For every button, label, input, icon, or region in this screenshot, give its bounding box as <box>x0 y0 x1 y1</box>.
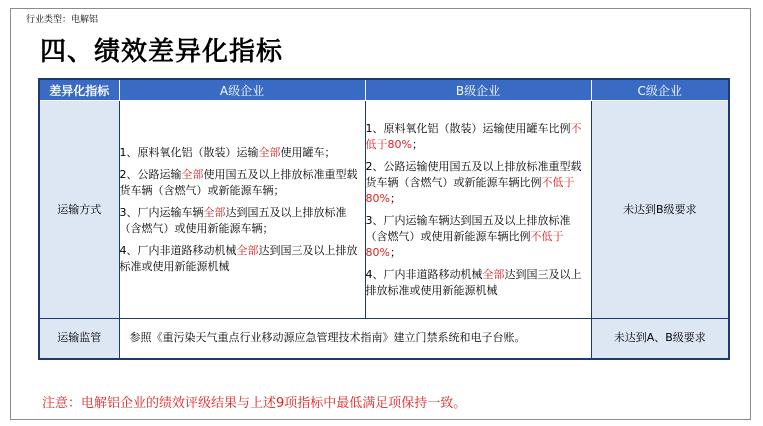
column-header-a-grade: A级企业 <box>119 79 365 101</box>
c-grade-requirement: 未达到B级要求 <box>591 101 729 319</box>
b-grade-item: 2、公路运输使用国五及以上排放标准重型载货车辆（含燃气）或新能源车辆比例不低于80%； <box>365 159 582 205</box>
b-grade-requirements <box>365 101 591 319</box>
b-grade-item: 3、厂内运输车辆达到国五及以上排放标准（含燃气）或使用新能源车辆比例不低于80%； <box>365 213 571 259</box>
indicator-table <box>38 78 730 360</box>
page-title: 四、绩效差异化指标 <box>40 37 284 67</box>
b-grade-item: 4、厂内非道路移动机械全部达到国三及以上排放标准或使用新能源机械 <box>365 267 582 297</box>
table-header-row <box>39 79 729 101</box>
column-header-b-grade: B级企业 <box>365 79 591 101</box>
table-row-transport-supervision <box>39 319 729 359</box>
a-grade-requirements <box>119 101 365 319</box>
a-grade-item: 3、厂内运输车辆全部达到国五及以上排放标准（含燃气）或使用新能源车辆； <box>119 205 347 235</box>
footer-note: 注意：电解铝企业的绩效评级结果与上述9项指标中最低满足项保持一致。 <box>42 396 467 411</box>
indicator-label-transport-supervision: 运输监管 <box>39 319 119 359</box>
a-grade-item: 2、公路运输全部使用国五及以上排放标准重型载货车辆（含燃气）或新能源车辆； <box>119 167 358 197</box>
b-grade-item: 1、原料氧化铝（散装）运输使用罐车比例不低于80%； <box>365 121 582 151</box>
column-header-indicator: 差异化指标 <box>39 79 119 101</box>
indicator-table-wrap <box>38 78 728 360</box>
c-grade-requirement-supervision: 未达到A、B级要求 <box>591 319 729 359</box>
ab-grade-requirement: 参照《重污染天气重点行业移动源应急管理技术指南》建立门禁系统和电子台账。 <box>119 319 591 359</box>
table-row-transport-mode <box>39 101 729 319</box>
industry-label: 行业类型：电解铝 <box>26 15 99 25</box>
column-header-c-grade: C级企业 <box>591 79 729 101</box>
indicator-label-transport-mode: 运输方式 <box>39 101 119 319</box>
a-grade-item: 4、厂内非道路移动机械全部达到国三及以上排放标准或使用新能源机械 <box>119 243 358 273</box>
a-grade-item: 1、原料氧化铝（散装）运输全部使用罐车； <box>119 145 336 159</box>
